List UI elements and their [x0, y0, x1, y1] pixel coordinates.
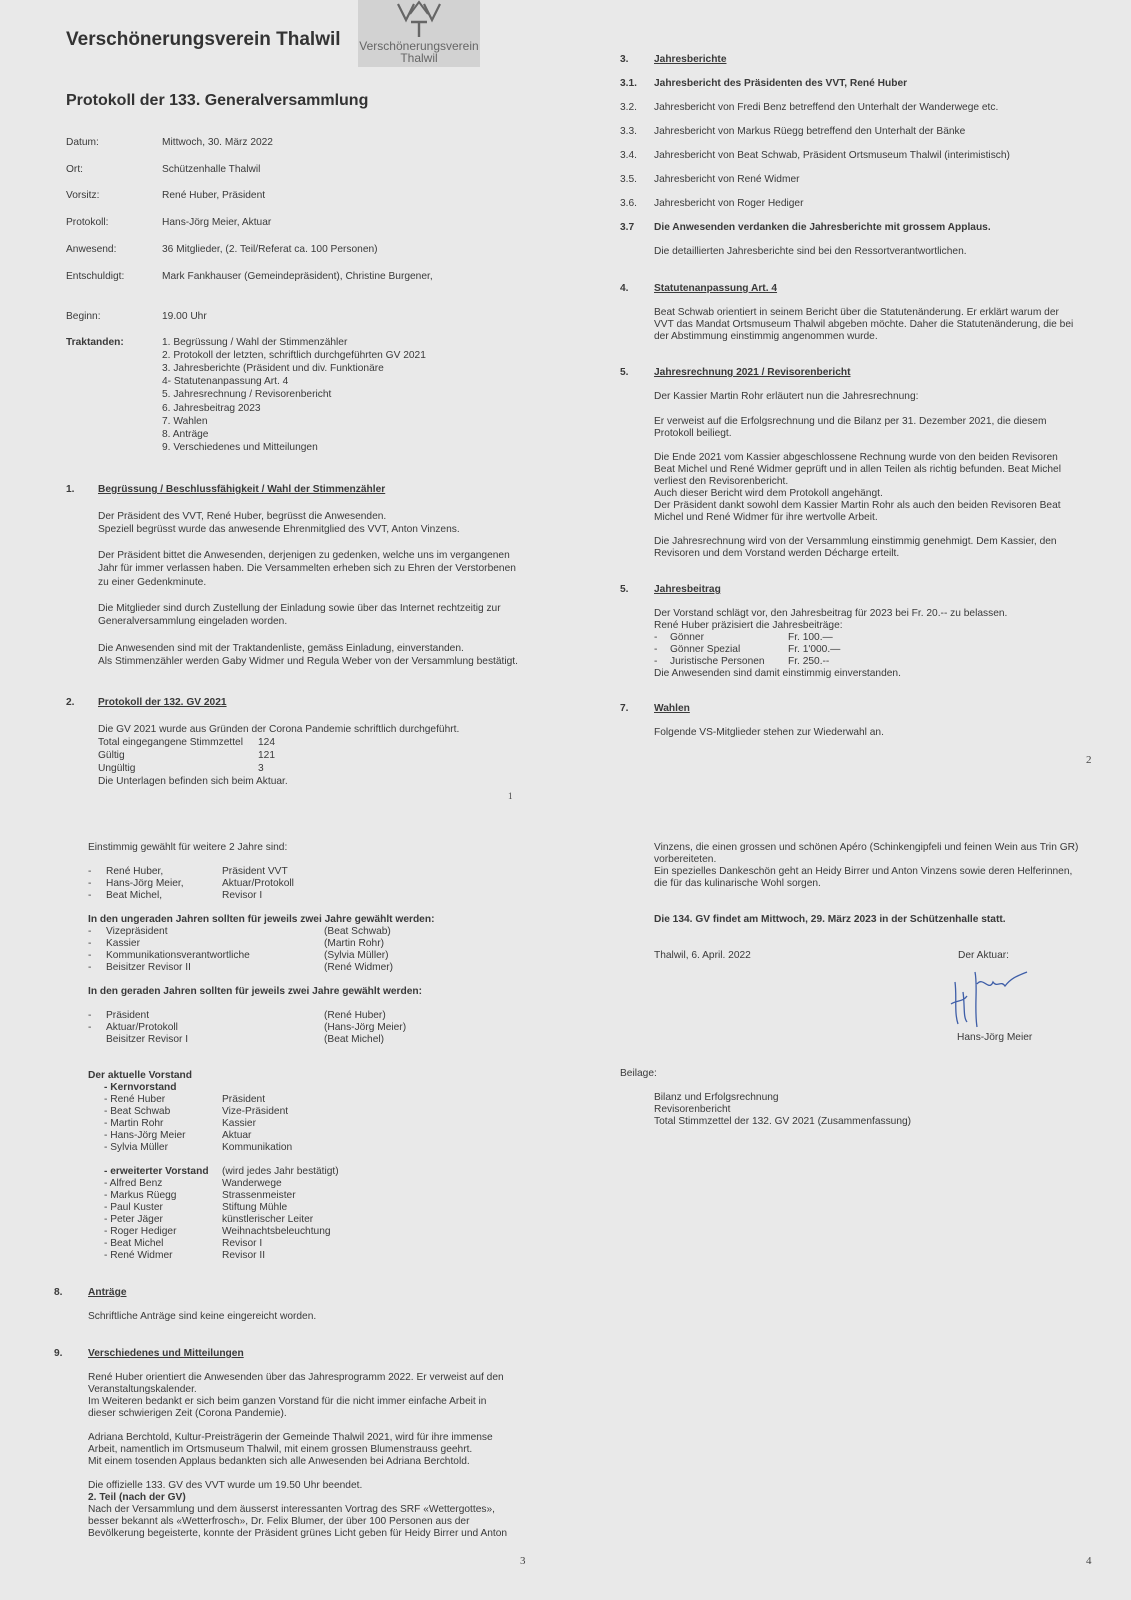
section-5-line: Michel und René Widmer für ihre wertvolle Arbeit. — [654, 512, 878, 523]
fee-label: Gönner — [670, 632, 704, 643]
section-8-title: Anträge — [88, 1287, 127, 1298]
section-4-number: 4. — [620, 283, 629, 294]
ext-member: - Paul Kuster — [104, 1202, 163, 1213]
ext-role: Weihnachtsbeleuchtung — [222, 1226, 331, 1237]
section-5-line: Die Ende 2021 vom Kassier abgeschlossene Rechnung wurde von den beiden Revisoren — [654, 452, 1058, 463]
fee-value: Fr. 100.— — [788, 632, 833, 643]
section-5-number: 5. — [620, 367, 629, 378]
section-1-line: Generalversammlung eingeladen worden. — [98, 616, 288, 627]
reelected-role: Präsident VVT — [222, 866, 288, 877]
reelected-dash: - — [88, 866, 92, 877]
meta-value-date: Mittwoch, 30. März 2022 — [162, 137, 273, 148]
section-3-note: Die detaillierten Jahresberichte sind bei den Ressortverantwortlichen. — [654, 246, 967, 257]
even-name: (Hans-Jörg Meier) — [324, 1022, 407, 1033]
signature-icon — [945, 962, 1045, 1032]
section-5-line: Die Jahresrechnung wird von der Versammlung einstimmig genehmigt. Dem Kassier, den — [654, 536, 1057, 547]
odd-dash: - — [88, 962, 92, 973]
core-member: - René Huber — [104, 1094, 166, 1105]
report-item: Jahresbericht des Präsidenten des VVT, René Huber — [654, 78, 908, 89]
section-5-line: Auch dieser Bericht wird dem Protokoll angehängt. — [654, 488, 883, 499]
agenda-item: 3. Jahresberichte (Präsident und div. Funktionäre — [162, 363, 384, 374]
page-number-4: 4 — [1086, 1555, 1092, 1567]
ballot-value: 121 — [258, 750, 275, 761]
reelected-dash: - — [88, 878, 92, 889]
ballot-label: Gültig — [98, 750, 125, 761]
fee-value: Fr. 1'000.— — [788, 644, 841, 655]
core-role: Aktuar — [222, 1130, 252, 1141]
reelected-role: Aktuar/Protokoll — [222, 878, 294, 889]
agenda-item: 2. Protokoll der letzten, schriftlich durchgeführten GV 2021 — [162, 350, 426, 361]
section-1-title: Begrüssung / Beschlussfähigkeit / Wahl der Stimmenzähler — [98, 484, 386, 495]
section-2-title: Protokoll der 132. GV 2021 — [98, 697, 227, 708]
even-dash: - — [88, 1010, 92, 1021]
logo-text-2: Thalwil — [400, 51, 438, 65]
board-title: Der aktuelle Vorstand — [88, 1070, 192, 1081]
ext-member: - René Widmer — [104, 1250, 173, 1261]
attachment-item: Bilanz und Erfolgsrechnung — [654, 1092, 779, 1103]
fee-label: Juristische Personen — [670, 656, 765, 667]
meta-label-start: Beginn: — [66, 311, 101, 322]
ballot-value: 3 — [258, 763, 264, 774]
section-3-number: 3. — [620, 54, 629, 65]
odd-name: (Beat Schwab) — [324, 926, 391, 937]
fee-dash: - — [654, 644, 658, 655]
attachment-item: Revisorenbericht — [654, 1104, 731, 1115]
next-gv-notice: Die 134. GV findet am Mittwoch, 29. März 2023 in der Schützenhalle statt. — [654, 914, 1006, 925]
section-4-title: Statutenanpassung Art. 4 — [654, 283, 778, 294]
meta-value-place: Schützenhalle Thalwil — [162, 164, 261, 175]
core-member: - Beat Schwab — [104, 1106, 171, 1117]
page4-line: Vinzens, die einen grossen und schönen Apéro (Schinkengipfeli und feinen Wein aus Trin GR) — [654, 842, 1079, 853]
logo-text-1: Verschönerungsverein — [359, 39, 479, 53]
document-title: Protokoll der 133. Generalversammlung — [66, 92, 369, 109]
agenda-item: 5. Jahresrechnung / Revisorenbericht — [162, 389, 332, 400]
meta-value-present: 36 Mitglieder, (2. Teil/Referat ca. 100 Personen) — [162, 244, 378, 255]
core-board-title: - Kernvorstand — [104, 1082, 177, 1093]
section-9-line: besser bekannt als «Wetterfrosch», Dr. Felix Blumer, der über 100 Personen aus der — [88, 1516, 470, 1527]
signer-role: Der Aktuar: — [958, 950, 1009, 961]
section-5-line: Revisoren und dem Vorstand werden Décharge erteilt. — [654, 548, 900, 559]
section-9-line: Arbeit, namentlich im Ortsmuseum Thalwil, mit einem grossen Blumenstrauss geehrt. — [88, 1444, 473, 1455]
ballot-label: Ungültig — [98, 763, 136, 774]
even-dash: - — [88, 1022, 92, 1033]
ext-member: - Roger Hediger — [104, 1226, 177, 1237]
meta-value-minutes: Hans-Jörg Meier, Aktuar — [162, 217, 272, 228]
meta-value-chair: René Huber, Präsident — [162, 190, 266, 201]
agenda-item: 1. Begrüssung / Wahl der Stimmenzähler — [162, 337, 348, 348]
even-name: (René Huber) — [324, 1010, 386, 1021]
page4-line: Ein spezielles Dankeschön geht an Heidy Birrer und Anton Vinzens sowie deren Helferinnen, — [654, 866, 1073, 877]
section-6-outro: Die Anwesenden sind damit einstimmig einverstanden. — [654, 668, 901, 679]
section-7-line: Folgende VS-Mitglieder stehen zur Wiederwahl an. — [654, 727, 884, 738]
fee-dash: - — [654, 632, 658, 643]
section-7-title: Wahlen — [654, 703, 690, 714]
page-number-2: 2 — [1086, 754, 1092, 766]
core-role: Kommunikation — [222, 1142, 293, 1153]
section-4-line: der Abstimmung einstimmig angenommen wurde. — [654, 331, 878, 342]
section-2-intro: Die GV 2021 wurde aus Gründen der Corona Pandemie schriftlich durchgeführt. — [98, 724, 460, 735]
reelected-name: René Huber, — [106, 866, 164, 877]
section-1-line: Der Präsident des VVT, René Huber, begrüsst die Anwesenden. — [98, 511, 387, 522]
extended-board-note: (wird jedes Jahr bestätigt) — [222, 1166, 339, 1177]
core-member: - Martin Rohr — [104, 1118, 164, 1129]
ballot-label: Total eingegangene Stimmzettel — [98, 737, 243, 748]
section-2-outro: Die Unterlagen befinden sich beim Aktuar. — [98, 776, 288, 787]
attachment-item: Total Stimmzettel der 132. GV 2021 (Zusammenfassung) — [654, 1116, 912, 1127]
odd-dash: - — [88, 950, 92, 961]
section-2-number: 2. — [66, 697, 75, 708]
section-9-title: Verschiedenes und Mitteilungen — [88, 1348, 244, 1359]
section-5-line: Beat Michel und René Widmer geprüft und in allen Teilen als richtig befunden. Beat Michel — [654, 464, 1061, 475]
section-1-line: Die Anwesenden sind mit der Traktandenliste, gemäss Einladung, einverstanden. — [98, 643, 464, 654]
report-item: Jahresbericht von Roger Hediger — [654, 198, 804, 209]
odd-name: (Sylvia Müller) — [324, 950, 389, 961]
section-6-line: Der Vorstand schlägt vor, den Jahresbeitrag für 2023 bei Fr. 20.-- zu belassen. — [654, 608, 1008, 619]
report-item: Jahresbericht von René Widmer — [654, 174, 800, 185]
ext-role: Revisor II — [222, 1250, 266, 1261]
ext-role: künstlerischer Leiter — [222, 1214, 314, 1225]
odd-years-title: In den ungeraden Jahren sollten für jeweils zwei Jahre gewählt werden: — [88, 914, 435, 925]
section-1-line: Jahr für immer verlassen haben. Die Versammelten erheben sich zu Ehren der Verstorbenen — [98, 563, 516, 574]
meta-label-chair: Vorsitz: — [66, 190, 100, 201]
page4-line: die für das kulinarische Wohl sorgen. — [654, 878, 821, 889]
ext-member: - Beat Michel — [104, 1238, 164, 1249]
report-number: 3.4. — [620, 150, 637, 161]
meta-value-start: 19.00 Uhr — [162, 311, 207, 322]
ballot-value: 124 — [258, 737, 275, 748]
odd-dash: - — [88, 926, 92, 937]
agenda-item: 6. Jahresbeitrag 2023 — [162, 403, 261, 414]
section-9-number: 9. — [54, 1348, 63, 1359]
report-item: Die Anwesenden verdanken die Jahresberichte mit grossem Applaus. — [654, 222, 991, 233]
report-item: Jahresbericht von Markus Rüegg betreffend den Unterhalt der Bänke — [654, 126, 966, 137]
fee-value: Fr. 250.-- — [788, 656, 830, 667]
section-5-title: Jahresrechnung 2021 / Revisorenbericht — [654, 367, 851, 378]
even-role: Präsident — [106, 1010, 150, 1021]
section-1-line: zu einer Gedenkminute. — [98, 577, 207, 588]
section-5-line: Protokoll beiliegt. — [654, 428, 732, 439]
odd-name: (Martin Rohr) — [324, 938, 385, 949]
report-number: 3.1. — [620, 78, 637, 89]
agenda-item: 7. Wahlen — [162, 416, 208, 427]
meta-value-excused: Mark Fankhauser (Gemeindepräsident), Christine Burgener, — [162, 271, 433, 282]
core-role: Vize-Präsident — [222, 1106, 289, 1117]
ext-member: - Peter Jäger — [104, 1214, 163, 1225]
fee-label: Gönner Spezial — [670, 644, 741, 655]
vvt-logo-icon — [358, 0, 480, 40]
reelected-role: Revisor I — [222, 890, 263, 901]
section-1-number: 1. — [66, 484, 75, 495]
agenda-item: 9. Verschiedenes und Mitteilungen — [162, 442, 318, 453]
section-9-line: René Huber orientiert die Anwesenden über das Jahresprogramm 2022. Er verweist auf den — [88, 1372, 504, 1383]
odd-role: Kassier — [106, 938, 140, 949]
section-1-line: Als Stimmenzähler werden Gaby Widmer und Regula Weber von der Versammlung bestätigt. — [98, 656, 518, 667]
section-5-line: Er verweist auf die Erfolgsrechnung und die Bilanz per 31. Dezember 2021, die diesem — [654, 416, 1047, 427]
odd-dash: - — [88, 938, 92, 949]
report-item: Jahresbericht von Beat Schwab, Präsident Ortsmuseum Thalwil (interimistisch) — [654, 150, 1010, 161]
meta-label-date: Datum: — [66, 137, 99, 148]
ext-role: Revisor I — [222, 1238, 263, 1249]
meta-label-minutes: Protokoll: — [66, 217, 109, 228]
page4-line: vorbereiteten. — [654, 854, 717, 865]
place-date: Thalwil, 6. April. 2022 — [654, 950, 751, 961]
reelected-name: Hans-Jörg Meier, — [106, 878, 184, 889]
section-1-line: Speziell begrüsst wurde das anwesende Ehrenmitglied des VVT, Anton Vinzens. — [98, 524, 460, 535]
section-9-line: Bevölkerung begeisterte, konnte der Präsident grünes Licht geben für Heidy Birrer und Anton — [88, 1528, 508, 1539]
meta-label-excused: Entschuldigt: — [66, 271, 125, 282]
signer-name: Hans-Jörg Meier — [957, 1032, 1033, 1043]
section-6-line: René Huber präzisiert die Jahresbeiträge: — [654, 620, 843, 631]
section-9-line: Mit einem tosenden Applaus bedankten sich alle Anwesenden bei Adriana Berchtold. — [88, 1456, 470, 1467]
section-1-line: Die Mitglieder sind durch Zustellung der Einladung sowie über das Internet rechtzeitig zur — [98, 603, 501, 614]
section-4-line: Beat Schwab orientiert in seinem Bericht über die Statutenänderung. Er erklärt warum der — [654, 307, 1059, 318]
core-role: Präsident — [222, 1094, 266, 1105]
ext-role: Wanderwege — [222, 1178, 282, 1189]
logo — [358, 0, 480, 67]
odd-role: Kommunikationsverantwortliche — [106, 950, 250, 961]
page-number-3: 3 — [520, 1555, 526, 1567]
report-number: 3.3. — [620, 126, 637, 137]
core-member: - Sylvia Müller — [104, 1142, 168, 1153]
odd-role: Beisitzer Revisor II — [106, 962, 191, 973]
section-3-title: Jahresberichte — [654, 54, 727, 65]
section-9-line: dieser schwierigen Zeit (Corona Pandemie). — [88, 1408, 287, 1419]
meta-label-present: Anwesend: — [66, 244, 117, 255]
agenda-label: Traktanden: — [66, 337, 124, 348]
section-5-line: Der Kassier Martin Rohr erläutert nun die Jahresrechnung: — [654, 391, 919, 402]
odd-name: (René Widmer) — [324, 962, 394, 973]
even-role: Beisitzer Revisor I — [106, 1034, 189, 1045]
section-6-number: 5. — [620, 584, 629, 595]
section-9-line: 2. Teil (nach der GV) — [88, 1492, 186, 1503]
extended-board-title: - erweiterter Vorstand — [104, 1166, 209, 1177]
reelected-name: Beat Michel, — [106, 890, 163, 901]
fee-dash: - — [654, 656, 658, 667]
odd-role: Vizepräsident — [106, 926, 168, 937]
core-member: - Hans-Jörg Meier — [104, 1130, 186, 1141]
section-8-number: 8. — [54, 1287, 63, 1298]
agenda-item: 8. Anträge — [162, 429, 209, 440]
section-8-line: Schriftliche Anträge sind keine eingereicht worden. — [88, 1311, 317, 1322]
section-9-line: Adriana Berchtold, Kultur-Preisträgerin der Gemeinde Thalwil 2021, wird für ihre immense — [88, 1432, 493, 1443]
section-9-line: Die offizielle 133. GV des VVT wurde um 19.50 Uhr beendet. — [88, 1480, 363, 1491]
section-7-number: 7. — [620, 703, 629, 714]
section-5-line: verliest den Revisorenbericht. — [654, 476, 789, 487]
report-number: 3.5. — [620, 174, 637, 185]
ext-member: - Alfred Benz — [104, 1178, 163, 1189]
ext-member: - Markus Rüegg — [104, 1190, 177, 1201]
reelected-title: Einstimmig gewählt für weitere 2 Jahre sind: — [88, 842, 288, 853]
even-name: (Beat Michel) — [324, 1034, 385, 1045]
page-number-1: 1 — [508, 791, 513, 801]
even-role: Aktuar/Protokoll — [106, 1022, 178, 1033]
attachments-label: Beilage: — [620, 1068, 657, 1079]
meta-label-place: Ort: — [66, 164, 83, 175]
section-9-line: Im Weiteren bedankt er sich beim ganzen Vorstand für die nicht immer einfache Arbeit in — [88, 1396, 487, 1407]
report-item: Jahresbericht von Fredi Benz betreffend den Unterhalt der Wanderwege etc. — [654, 102, 999, 113]
section-6-title: Jahresbeitrag — [654, 584, 721, 595]
report-number: 3.6. — [620, 198, 637, 209]
reelected-dash: - — [88, 890, 92, 901]
org-name: Verschönerungsverein Thalwil — [66, 29, 341, 50]
report-number: 3.2. — [620, 102, 637, 113]
section-1-line: Der Präsident bittet die Anwesenden, derjenigen zu gedenken, welche uns im vergangenen — [98, 550, 510, 561]
section-9-line: Veranstaltungskalender. — [88, 1384, 197, 1395]
section-5-line: Der Präsident dankt sowohl dem Kassier Martin Rohr als auch den beiden Revisoren Beat — [654, 500, 1061, 511]
report-number: 3.7 — [620, 222, 635, 233]
section-4-line: VVT das Mandat Ortsmuseum Thalwil abgeben möchte. Daher die Statutenänderung, die bei — [654, 319, 1074, 330]
ext-role: Strassenmeister — [222, 1190, 296, 1201]
agenda-item: 4- Statutenanpassung Art. 4 — [162, 376, 289, 387]
section-9-line: Nach der Versammlung und dem äusserst interessanten Vortrag des SRF «Wettergottes», — [88, 1504, 495, 1515]
ext-role: Stiftung Mühle — [222, 1202, 288, 1213]
core-role: Kassier — [222, 1118, 256, 1129]
even-years-title: In den geraden Jahren sollten für jeweils zwei Jahre gewählt werden: — [88, 986, 423, 997]
